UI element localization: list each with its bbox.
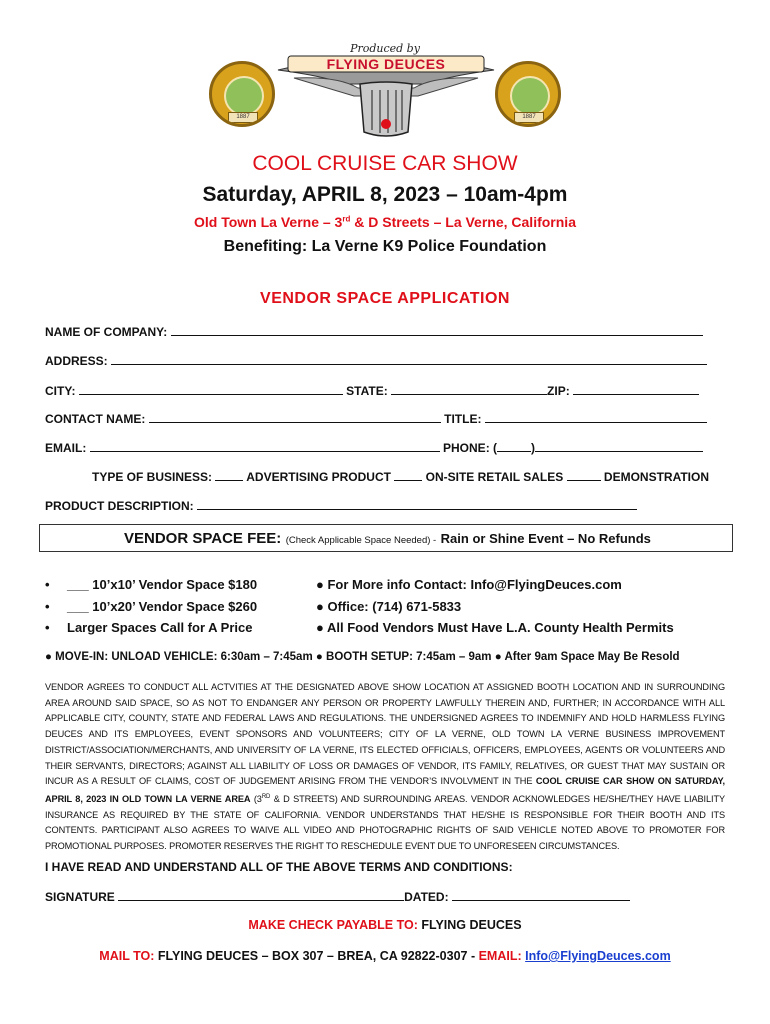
left-seal-logo: 1887 xyxy=(209,61,275,127)
signature-field[interactable] xyxy=(118,889,404,901)
phone-area-field[interactable] xyxy=(497,440,531,452)
fee-option-10x10[interactable]: • ___ 10’x10’ Vendor Space $180 xyxy=(45,577,258,592)
event-title: COOL CRUISE CAR SHOW xyxy=(252,152,518,175)
date-field[interactable] xyxy=(452,889,630,901)
fee-option-10x20[interactable]: • ___ 10’x20’ Vendor Space $260 xyxy=(45,599,258,614)
vendor-fee-header: VENDOR SPACE FEE: (Check Applicable Space Needed) - Rain or Shine Event – No Refunds xyxy=(124,530,651,547)
right-seal-logo: 1887 xyxy=(495,61,561,127)
info-food-permits: ● All Food Vendors Must Have L.A. County Health Permits xyxy=(316,620,674,635)
city-field[interactable] xyxy=(79,383,343,395)
company-row: NAME OF COMPANY: xyxy=(45,324,703,339)
email-link[interactable]: Info@FlyingDeuces.com xyxy=(525,949,671,963)
business-type-row: TYPE OF BUSINESS: ADVERTISING PRODUCT ON-SITE RETAIL SALES DEMONSTRATION xyxy=(92,470,710,484)
title-field[interactable] xyxy=(485,411,707,423)
demonstration-checkbox[interactable] xyxy=(567,469,601,481)
city-row: CITY: STATE: ZIP: xyxy=(45,383,699,398)
brand-name: FLYING DEUCES xyxy=(326,56,446,72)
fee-option-larger: • Larger Spaces Call for A Price xyxy=(45,620,253,635)
phone-number-field[interactable] xyxy=(535,440,703,452)
schedule-line: ● MOVE-IN: UNLOAD VEHICLE: 6:30am – 7:45am ● BOOTH SETUP: 7:45am – 9am ● After 9am Space May Be Resold xyxy=(45,651,680,663)
info-office: ● Office: (714) 671-5833 xyxy=(316,599,462,614)
company-field[interactable] xyxy=(171,324,703,336)
address-row: ADDRESS: xyxy=(45,353,707,368)
retail-checkbox[interactable] xyxy=(394,469,422,481)
produced-by-text: Produced by xyxy=(350,42,420,55)
contact-row: CONTACT NAME: TITLE: xyxy=(45,411,707,426)
mail-line: MAIL TO: FLYING DEUCES – BOX 307 – BREA, CA 92822-0307 - EMAIL: Info@FlyingDeuces.com xyxy=(99,949,671,963)
application-title: VENDOR SPACE APPLICATION xyxy=(260,290,510,307)
info-contact: ● For More info Contact: Info@FlyingDeuces.com xyxy=(316,577,622,592)
payable-line: MAKE CHECK PAYABLE TO: FLYING DEUCES xyxy=(248,918,522,932)
email-field[interactable] xyxy=(90,440,440,452)
product-description-field[interactable] xyxy=(197,498,637,510)
email-row: EMAIL: PHONE: ( ) xyxy=(45,440,703,455)
zip-field[interactable] xyxy=(573,383,699,395)
benefiting-line: Benefiting: La Verne K9 Police Foundation xyxy=(223,238,547,255)
event-date: Saturday, APRIL 8, 2023 – 10am-4pm xyxy=(202,183,568,206)
state-field[interactable] xyxy=(391,383,547,395)
address-field[interactable] xyxy=(111,353,707,365)
advertising-checkbox[interactable] xyxy=(215,469,243,481)
signature-row: SIGNATURE DATED: xyxy=(45,889,630,904)
agreement-statement: I HAVE READ AND UNDERSTAND ALL OF THE ABOVE TERMS AND CONDITIONS: xyxy=(45,860,513,874)
product-desc-row: PRODUCT DESCRIPTION: xyxy=(45,498,637,513)
event-location: Old Town La Verne – 3rd & D Streets – La Verne, California xyxy=(194,214,576,230)
contact-name-field[interactable] xyxy=(149,411,441,423)
legal-terms: VENDOR AGREES TO CONDUCT ALL ACTVITIES AT THE DESIGNATED ABOVE SHOW LOCATION AT ASSIGNED BOOTH LOCATION AND IN SURROUNDING AREA AROUND SAID SPACE, SO AS NOT TO ENDANGER ANY PERSON OR PROPERTY LAWFULLY THEREIN AND, FURTHER; IN ACCORDANCE WITH ALL APPLICABLE CITY, COUNTY, STATE AND FEDERAL LAWS AND REGULATIONS. THE UNDERSIGNED AGREES TO INDEMNIFY AND HOLD HARMLESS FLYING DEUCES AND ITS EMPLOYEES, EVENT SPONSORS AND VOLUNTEERS; CITY OF LA VERNE, OLD TOWN LA VERNE BUSINESS IMPROVEMENT DISTRICT/ASSOCIATION/MERCHANTS, AND UNIVERSITY OF LA VERNE, ITS ELECTED OFFICIALS, OFFICERS, EMPLOYEES, AGENTS OR VOLUNTEERS AND THEIR SERVANTS, DIRECTORS; AGAINST ALL LIABILITY OF LOSS OR DAMAGES OF VENDOR, ITS FAMILY, RELATIVES, OR GUEST THAT MAY SUSTAIN OR INCUR AS A RESULT OF CLAIMS, COST OF JUDGEMENT ARISING FROM THE VENDOR’S INVOLVMENT IN THE COOL CRUISE CAR SHOW ON SATURDAY, APRIL 8, 2023 IN OLD TOWN LA VERNE AREA (3RD & D STREETS) AND SURROUNDING AREAS. VENDOR ACKNOWLEDGES HE/SHE/THEY HAVE LIABILITY INSURANCE AS REQUIRED BY THE STATE OF CALIFORNIA. VENDOR UNDERSTANDS THAT HE/SHE IS RESPONSIBLE FOR THEIR BOOTH AND ITS CONTENTS. PARTICIPANT ALSO AGREES TO WAIVE ALL VIDEO AND PHOTOGRAPHIC RIGHTS OF SAID VEHICLE NOTED ABOVE TO PROMOTER FOR PROMOTIONAL PURPOSES. PROMOTER RESERVES THE RIGHT TO RESCHEDULE EVENT DUE TO UNFORESEEN CIRCUMSTANCES. xyxy=(45,682,726,852)
